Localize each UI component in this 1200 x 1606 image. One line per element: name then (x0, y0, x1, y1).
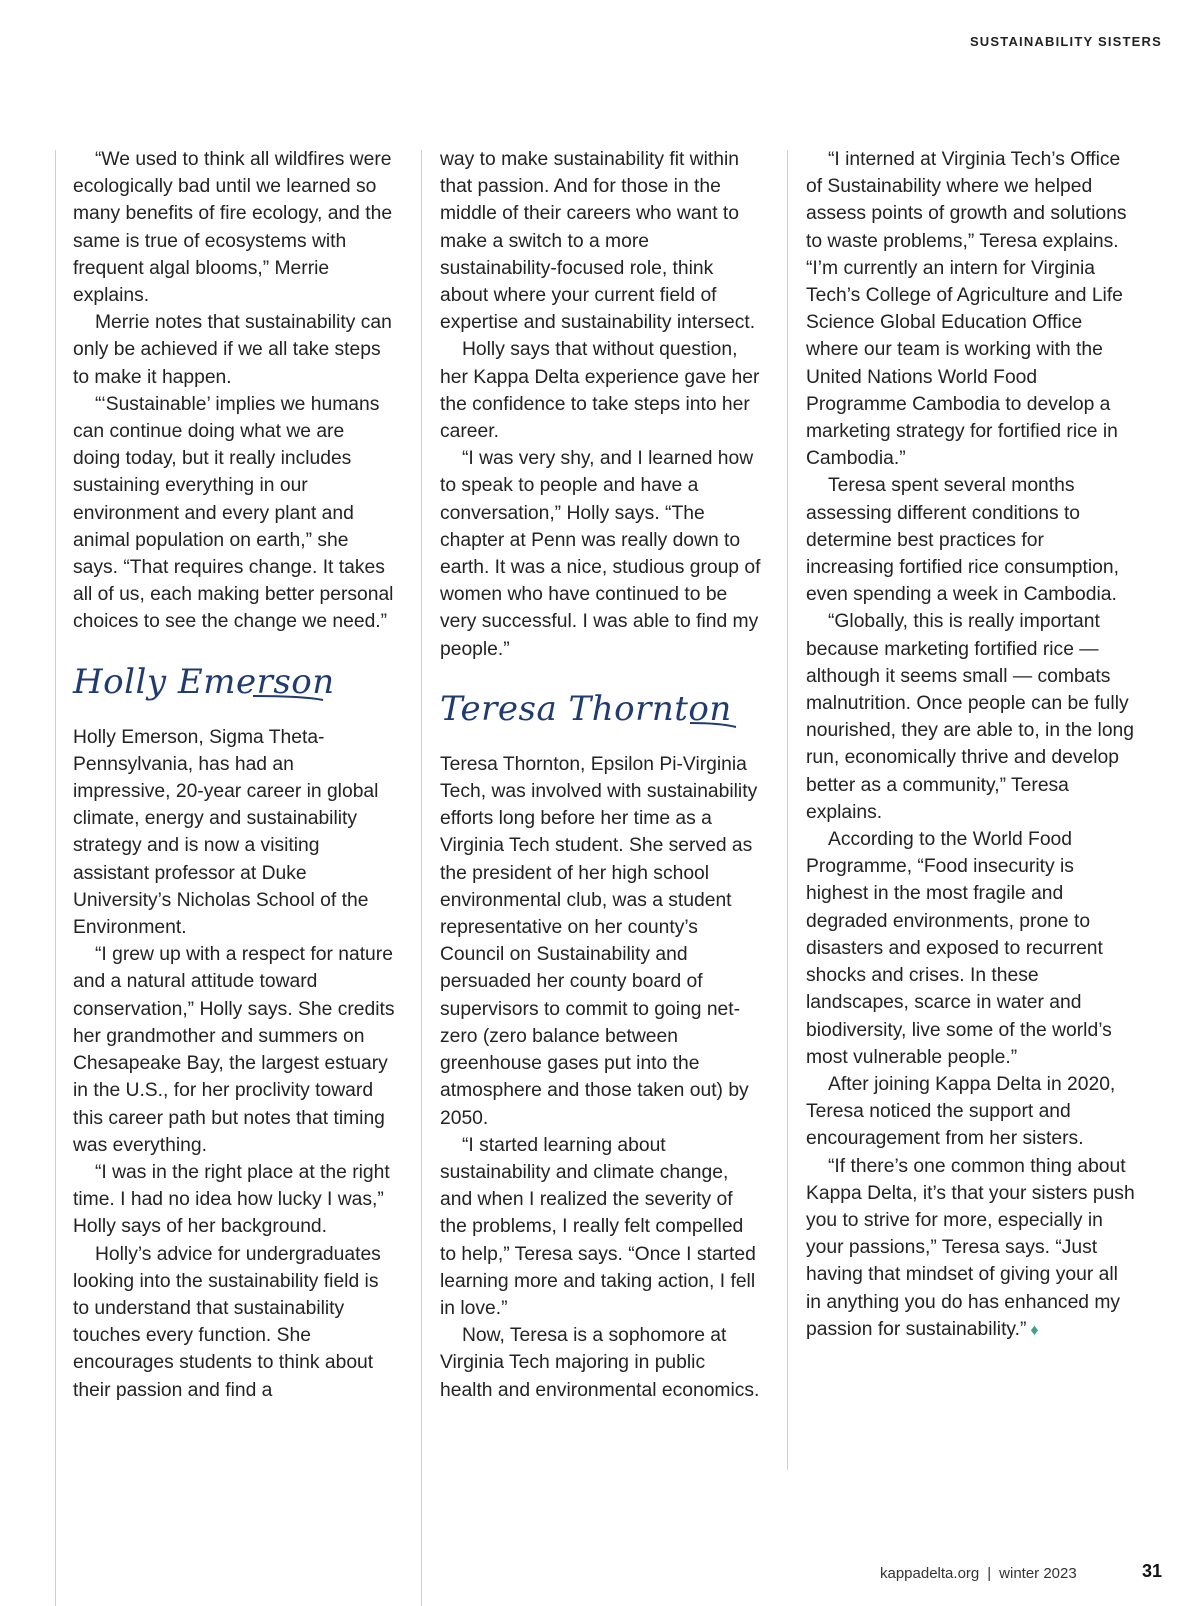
paragraph: Holly Emerson, Sigma Theta-Pennsylvania, has had an impressive, 20-year career in global climate, energy and sustainability strategy and is now a visiting assistant professor at Duke University’s Nicholas School of the Environment. (73, 726, 379, 939)
paragraph: “I was in the right place at the right time. I had no idea how lucky I was,” Holly says of her background. (73, 1161, 390, 1238)
paragraph: “I started learning about sustainability and climate change, and when I realized the severity of the problems, I really felt compelled to help,” Teresa says. “Once I started learning more and taking action, I fell in love.” (440, 1134, 756, 1319)
paragraph: After joining Kappa Delta in 2020, Teresa noticed the support and encouragement from her sisters. (806, 1073, 1116, 1150)
paragraph: Teresa spent several months assessing different conditions to determine best practices for increasing fortified rice consumption, even spending a week in Cambodia. (806, 475, 1119, 606)
paragraph: Holly says that without question, her Kappa Delta experience gave her the confidence to take steps into her career. (440, 339, 760, 443)
column-divider (787, 150, 788, 1470)
footer-publication (880, 1565, 1077, 1582)
flourish-underline-icon (440, 717, 740, 731)
section-header: SUSTAINABILITY SISTERS (969, 34, 1162, 49)
profile-name-heading (73, 662, 395, 702)
paragraph: Merrie notes that sustainability can only be achieved if we all take steps to make it happen. (73, 312, 392, 388)
column-divider (421, 150, 422, 1606)
flourish-underline-icon (73, 690, 333, 704)
page-number: 31 (1141, 1561, 1162, 1581)
paragraph: “I was very shy, and I learned how to speak to people and have a conversation,” Holly says. “The chapter at Penn was really down to earth. It was a nice, studious group of women who have continued to be very successful. I was able to find my people.” (440, 448, 761, 660)
paragraph: According to the World Food Programme, “Food insecurity is highest in the most fragile and degraded environments, prone to disasters and exposed to recurrent shocks and crises. In these landscapes, scarce in water and biodiversity, live some of the world’s most vulnerable people.” (806, 829, 1112, 1068)
paragraph: Teresa Thornton, Epsilon Pi-Virginia Tech, was involved with sustainability efforts long before her time as a Virginia Tech student. She served as the president of her high school environmental club, was a student representative on her county’s Council on Sustainability and persuaded her county board of supervisors to commit to going net-zero (zero balance between greenhouse gases put into the atmosphere and those taken out) by 2050. (440, 753, 758, 1129)
paragraph: way to make sustainability fit within that passion. And for those in the middle of their careers who want to make a switch to a more sustainability-focused role, think about where your current field of expertise and sustainability intersect. (440, 149, 756, 334)
end-of-article-diamond-icon: ♦ (1030, 1321, 1039, 1339)
paragraph-text: “If there’s one common thing about Kappa Delta, it’s that your sisters push you to strive for more, especially in your passions,” Teresa says. “Just having that mindset of giving your all in anything you do has enhanced my passion for sustainability.” (806, 1155, 1135, 1340)
footer-issue: winter 2023 (999, 1565, 1077, 1582)
article-column-2 (440, 146, 762, 1404)
article-column-3 (806, 146, 1136, 1344)
column-divider (55, 150, 56, 1606)
paragraph: “Globally, this is really important because marketing fortified rice — although it seems small — combats malnutrition. Once people can be fully nourished, they are able to, in the long run, economically thrive and develop better as a community,” Teresa explains. (806, 611, 1135, 823)
paragraph-final (806, 1153, 1136, 1344)
article-column-1 (73, 146, 395, 1404)
paragraph: Holly’s advice for undergraduates looking into the sustainability field is to understand that sustainability touches every function. She encourages students to think about their passion and find a (73, 1243, 381, 1401)
paragraph: “I grew up with a respect for nature and a natural attitude toward conservation,” Holly says. She credits her grandmother and summers on Chesapeake Bay, the largest estuary in the U.S., for her proclivity toward this career path but notes that timing was everything. (73, 944, 395, 1156)
paragraph: “‘Sustainable’ implies we humans can continue doing what we are doing today, but it really includes sustaining everything in our environment and every plant and animal population on earth,” she says. “That requires change. It takes all of us, each making better personal choices to see the change we need.” (73, 393, 394, 633)
footer-separator: | (987, 1565, 992, 1582)
profile-name: Teresa Thornton (440, 688, 732, 729)
footer-site-link[interactable]: kappadelta.org (880, 1565, 980, 1582)
profile-name: Holly Emerson (73, 661, 335, 702)
paragraph: “I interned at Virginia Tech’s Office of Sustainability where we helped assess points of growth and solutions to waste problems,” Teresa explains. “I’m currently an intern for Virginia Tech’s College of Agriculture and Life Science Global Education Office where our team is working with the United Nations World Food Programme Cambodia to develop a marketing strategy for fortified rice in Cambodia.” (806, 149, 1127, 470)
profile-name-heading (440, 689, 762, 729)
paragraph: “We used to think all wildfires were ecologically bad until we learned so many benefits of fire ecology, and the same is true of ecosystems with frequent algal blooms,” Merrie explains. (73, 149, 393, 307)
paragraph: Now, Teresa is a sophomore at Virginia Tech majoring in public health and environmental economics. (440, 1325, 760, 1401)
